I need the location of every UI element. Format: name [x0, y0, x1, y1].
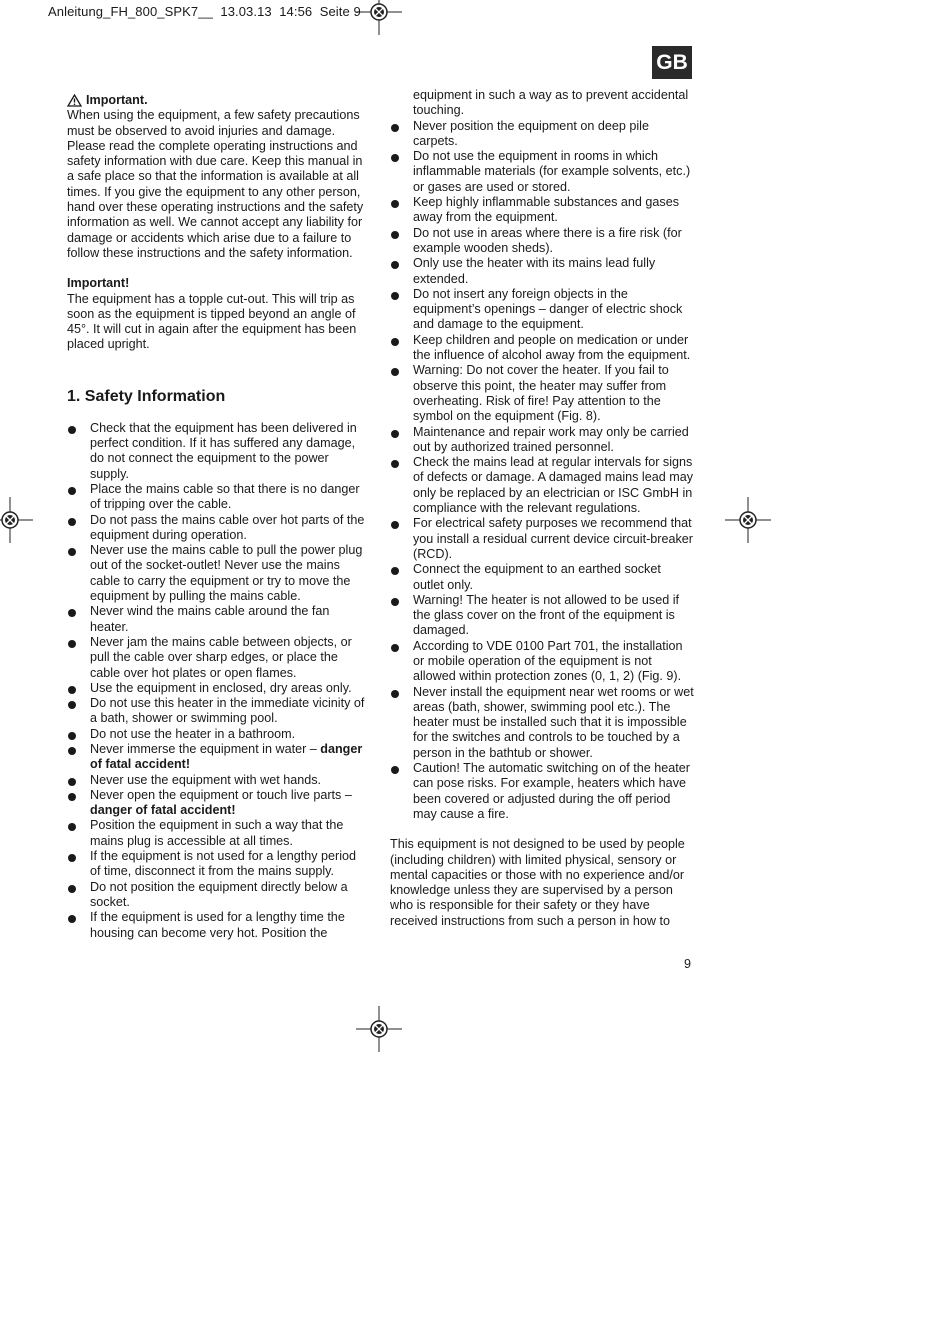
list-item: Warning: Do not cover the heater. If you fail to observe this point, the heater may suffer from overheating. Risk of fire! Pay attention to the symbol on the equipment (Fig. 8).	[390, 363, 695, 424]
header-date: 13.03.13	[220, 4, 272, 19]
list-item: Check the mains lead at regular intervals for signs of defects or damage. A damaged mains lead may only be replaced by an electrician or ISC GmbH in compliance with the relevant regulations.	[390, 455, 695, 516]
important-paragraph: When using the equipment, a few safety precautions must be observed to avoid injuries and damage. Please read the complete operating instructions and safety information with due care. Keep this manual in a safe place so that the information is available at all times. If you give the equipment to any other person, hand over these operating instructions and the safety information as well. We cannot accept any liability for damage or accidents which arise due to a failure to follow these instructions and the safety information.	[67, 108, 364, 260]
header-time: 14:56	[279, 4, 313, 19]
registration-mark-icon	[356, 1006, 402, 1052]
closing-paragraph: This equipment is not designed to be used by people (including children) with limited physical, sensory or mental capacities or those with no experience and/or knowledge unless they are supervised by a person who is responsible for their safety or they have received instructions from such a person in how to	[390, 837, 685, 928]
list-item: Position the equipment in such a way that the mains plug is accessible at all times.	[67, 818, 367, 849]
registration-mark-icon	[725, 497, 771, 543]
safety-list-right	[390, 119, 695, 823]
list-item: Do not use the heater in a bathroom.	[67, 727, 367, 742]
section-title: 1. Safety Information	[67, 387, 226, 405]
list-item: If the equipment is not used for a lengthy period of time, disconnect it from the mains supply.	[67, 849, 367, 880]
list-item: Never use the equipment with wet hands.	[67, 773, 367, 788]
important-heading-2: Important!	[67, 276, 130, 291]
list-item: Keep children and people on medication or under the influence of alcohol away from the equipment.	[390, 333, 695, 364]
list-item: Caution! The automatic switching on of the heater can pose risks. For example, heaters which have been covered or adjusted during the off period may cause a fire.	[390, 761, 695, 822]
danger-warning-text: danger of fatal accident!	[90, 803, 236, 818]
list-item: Use the equipment in enclosed, dry areas only.	[67, 681, 367, 696]
list-item: Check that the equipment has been delivered in perfect condition. If it has suffered any damage, do not connect the equipment to the power supply.	[67, 421, 367, 482]
list-item: Never jam the mains cable between objects, or pull the cable over sharp edges, or place the cable over hot plates or open flames.	[67, 635, 367, 681]
list-item	[67, 788, 367, 819]
important-heading	[67, 93, 367, 108]
list-item: According to VDE 0100 Part 701, the installation or mobile operation of the equipment is not allowed within protection zones (0, 1, 2) (Fig. 9).	[390, 639, 695, 685]
warning-triangle-icon	[67, 94, 82, 107]
list-item: Keep highly inflammable substances and gases away from the equipment.	[390, 195, 695, 226]
list-item: Do not pass the mains cable over hot parts of the equipment during operation.	[67, 513, 367, 544]
list-item: Do not use in areas where there is a fire risk (for example wooden sheds).	[390, 226, 695, 257]
page-number: 9	[684, 957, 692, 971]
list-item-text: Never open the equipment or touch live parts –	[90, 787, 352, 802]
list-item: Place the mains cable so that there is no danger of tripping over the cable.	[67, 482, 367, 513]
registration-mark-icon	[0, 497, 33, 543]
list-item: Never position the equipment on deep pile carpets.	[390, 119, 695, 150]
print-header	[48, 4, 361, 19]
list-item: Do not position the equipment directly below a socket.	[67, 880, 367, 911]
safety-list-left	[67, 421, 367, 941]
topple-cutout-paragraph: The equipment has a topple cut-out. This will trip as soon as the equipment is tipped beyond an angle of 45°. It will cut in again after the equipment has been placed upright.	[67, 291, 357, 352]
left-column	[67, 93, 367, 941]
danger-warning-text: danger of fatal accident!	[90, 741, 363, 772]
list-item: Do not use the equipment in rooms in which inflammable materials (for example solvents, etc.) or gases are used or stored.	[390, 149, 695, 195]
list-item: Maintenance and repair work may only be carried out by authorized trained personnel.	[390, 425, 695, 456]
list-item: If the equipment is used for a lengthy time the housing can become very hot. Position the	[67, 910, 367, 941]
header-page-label: Seite 9	[319, 4, 361, 19]
registration-mark-icon	[356, 0, 402, 35]
list-item: For electrical safety purposes we recommend that you install a residual current device circuit-breaker (RCD).	[390, 516, 695, 562]
list-item: Never use the mains cable to pull the power plug out of the socket-outlet! Never use the mains cable to carry the equipment or try to move the equipment by pulling the mains cable.	[67, 543, 367, 604]
list-item: Only use the heater with its mains lead fully extended.	[390, 256, 695, 287]
continuation-text: equipment in such a way as to prevent accidental touching.	[413, 88, 689, 118]
list-item: Never wind the mains cable around the fan heater.	[67, 604, 367, 635]
list-item: Do not use this heater in the immediate vicinity of a bath, shower or swimming pool.	[67, 696, 367, 727]
list-item: Never install the equipment near wet rooms or wet areas (bath, shower, swimming pool etc.). The heater must be installed such that it is impossible for the switches and controls to be touched by a person in the bathtub or shower.	[390, 685, 695, 761]
right-column	[390, 88, 695, 929]
language-badge: GB	[652, 46, 692, 79]
important-title: Important.	[86, 93, 148, 107]
list-item-text: Never immerse the equipment in water –	[90, 741, 321, 756]
list-item: Warning! The heater is not allowed to be used if the glass cover on the front of the equipment is damaged.	[390, 593, 695, 639]
header-filename: Anleitung_FH_800_SPK7__	[48, 4, 213, 19]
list-item: Connect the equipment to an earthed socket outlet only.	[390, 562, 695, 593]
list-item	[67, 742, 367, 773]
list-item: Do not insert any foreign objects in the equipment’s openings – danger of electric shock and damage to the equipment.	[390, 287, 695, 333]
